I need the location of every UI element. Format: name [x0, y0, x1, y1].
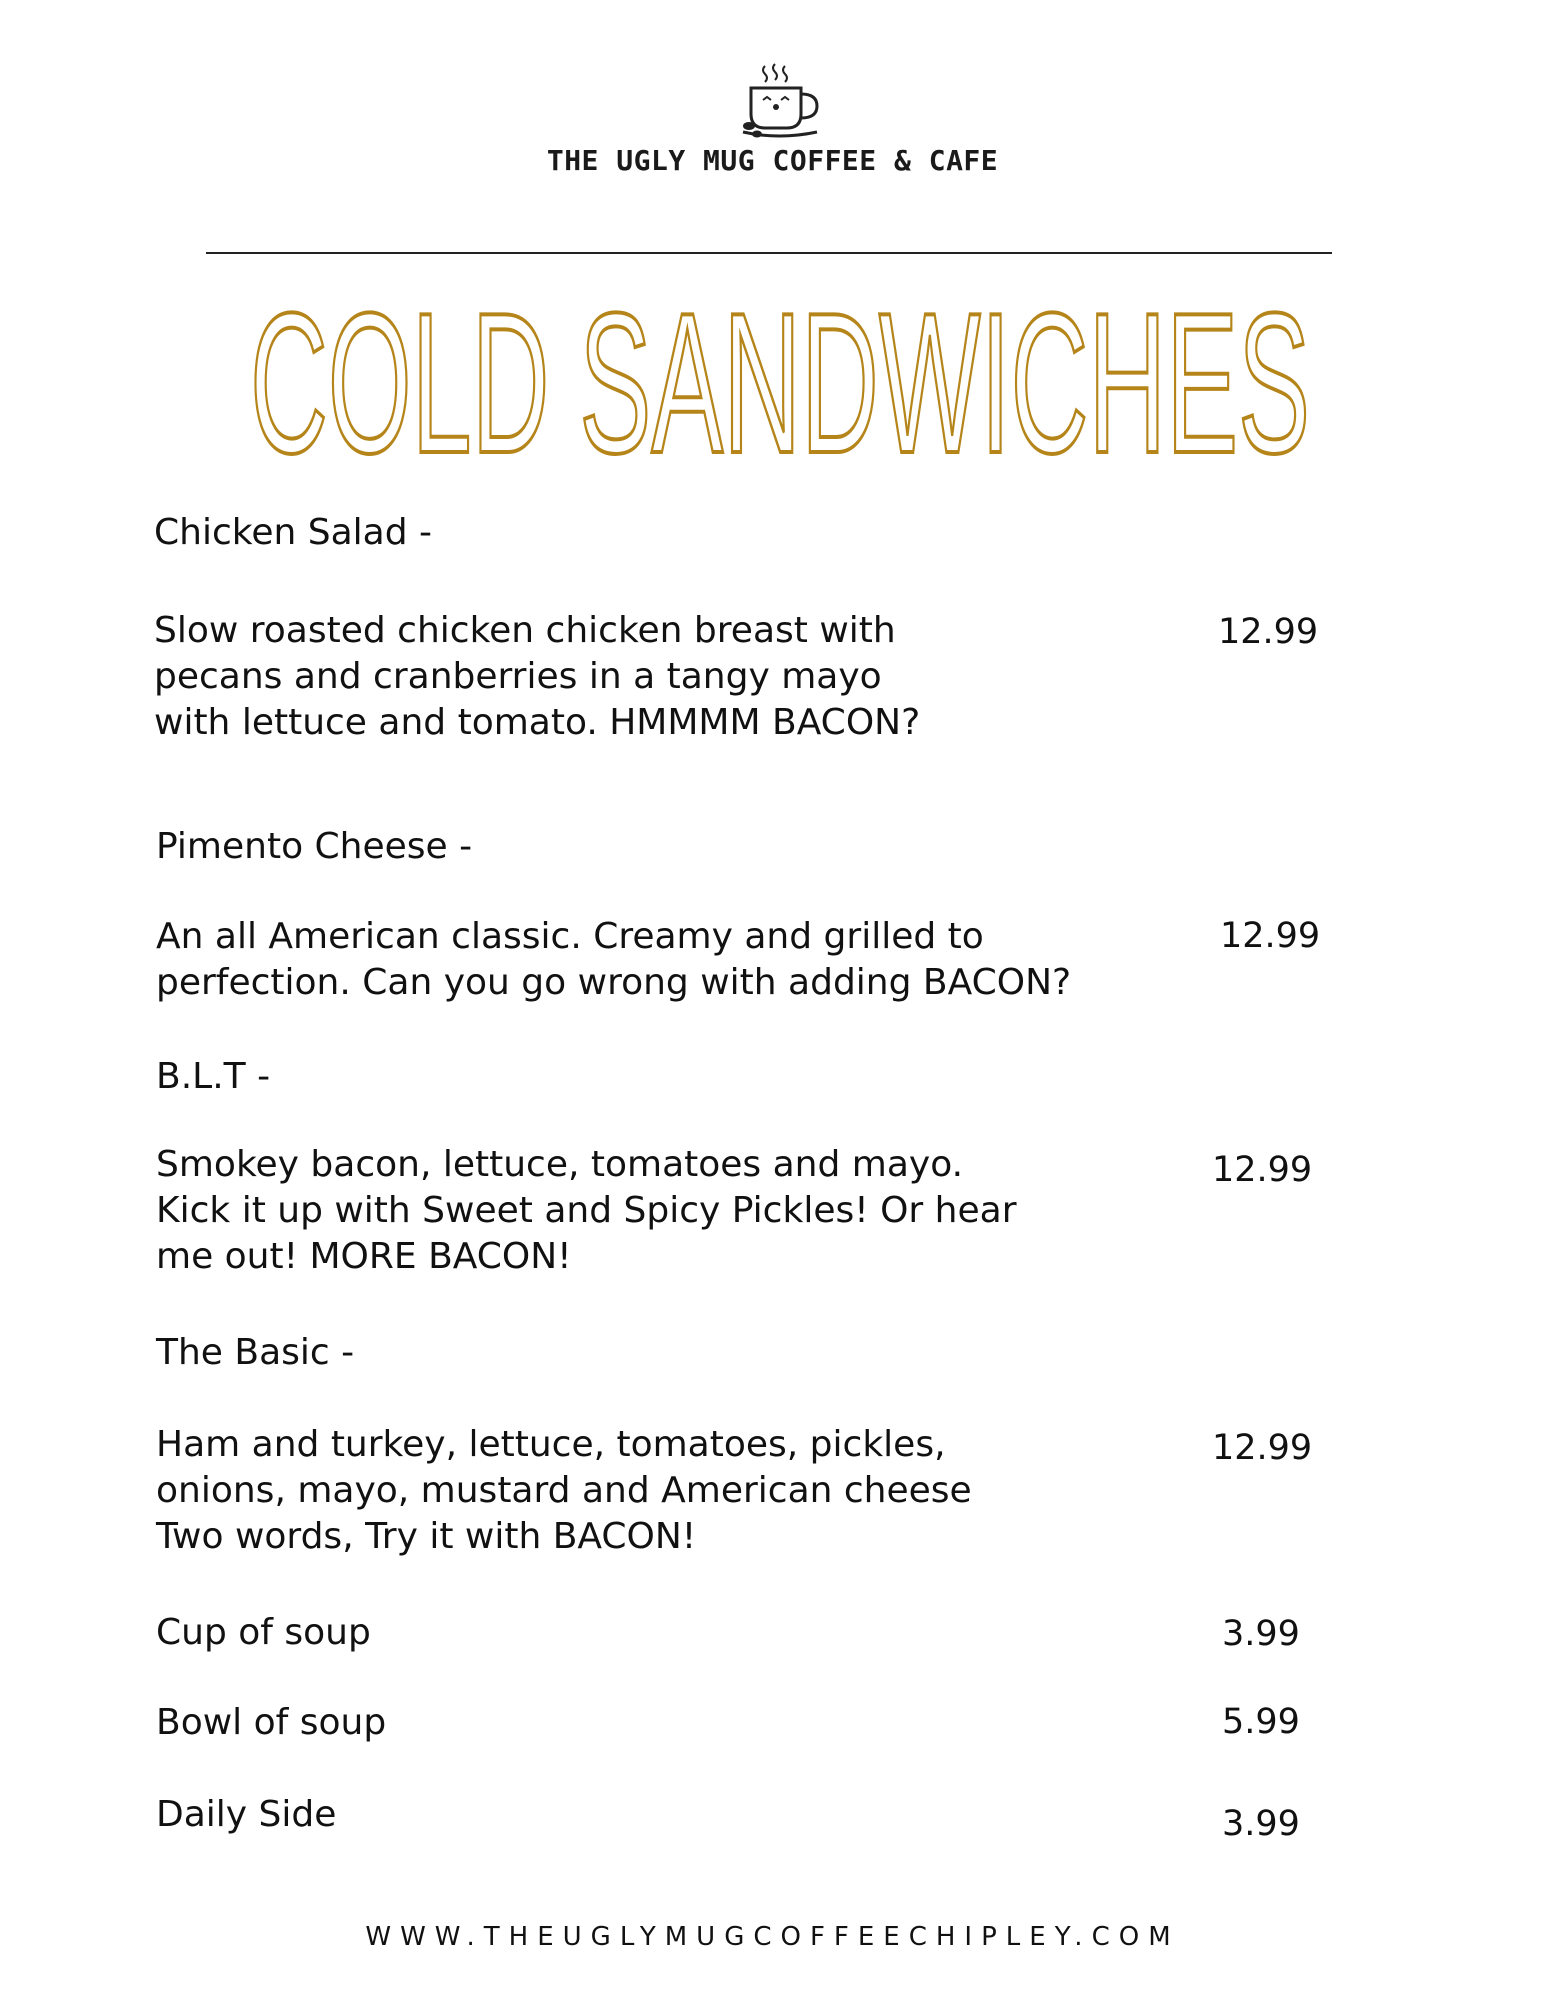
item-description-pimento-cheese [156, 914, 1071, 1006]
item-name-chicken-salad: Chicken Salad - [154, 512, 432, 553]
side-name-daily-side: Daily Side [156, 1794, 337, 1835]
footer-website: WWW.THEUGLYMUGCOFFEECHIPLEY.COM [365, 1922, 1180, 1952]
side-price-daily-side: 3.99 [1222, 1804, 1300, 1844]
header-divider [206, 252, 1332, 254]
description-line: pecans and cranberries in a tangy mayo [154, 656, 882, 697]
side-price-cup-of-soup: 3.99 [1222, 1614, 1300, 1654]
item-name-pimento-cheese: Pimento Cheese - [156, 826, 473, 867]
item-description-the-basic [156, 1422, 972, 1560]
description-line: me out! MORE BACON! [156, 1236, 572, 1277]
item-price-chicken-salad: 12.99 [1218, 612, 1319, 652]
description-line: with lettuce and tomato. HMMMM BACON? [154, 702, 921, 743]
side-name-bowl-of-soup: Bowl of soup [156, 1702, 387, 1743]
item-price-the-basic: 12.99 [1212, 1428, 1313, 1468]
description-line: Two words, Try it with BACON! [156, 1516, 697, 1557]
side-name-cup-of-soup: Cup of soup [156, 1612, 371, 1653]
item-name-blt: B.L.T - [156, 1056, 271, 1097]
description-line: Kick it up with Sweet and Spicy Pickles! Or hear [156, 1190, 1017, 1231]
description-line: An all American classic. Creamy and grilled to [156, 916, 984, 957]
description-line: onions, mayo, mustard and American cheese [156, 1470, 972, 1511]
item-description-chicken-salad [154, 608, 920, 746]
description-line: Ham and turkey, lettuce, tomatoes, pickles, [156, 1424, 946, 1465]
item-name-the-basic: The Basic - [156, 1332, 355, 1373]
item-price-blt: 12.99 [1212, 1150, 1313, 1190]
item-description-blt [156, 1142, 1017, 1280]
item-price-pimento-cheese: 12.99 [1220, 916, 1321, 956]
description-line: Smokey bacon, lettuce, tomatoes and mayo. [156, 1144, 964, 1185]
side-price-bowl-of-soup: 5.99 [1222, 1702, 1300, 1742]
page-title-text: COLD SANDWICHES [250, 300, 1310, 480]
brand-name: THE UGLY MUG COFFEE & CAFE [546, 144, 999, 177]
page-title [210, 300, 1350, 480]
description-line: perfection. Can you go wrong with adding BACON? [156, 962, 1072, 1003]
description-line: Slow roasted chicken chicken breast with [154, 610, 896, 651]
coffee-mug-icon [735, 60, 825, 140]
